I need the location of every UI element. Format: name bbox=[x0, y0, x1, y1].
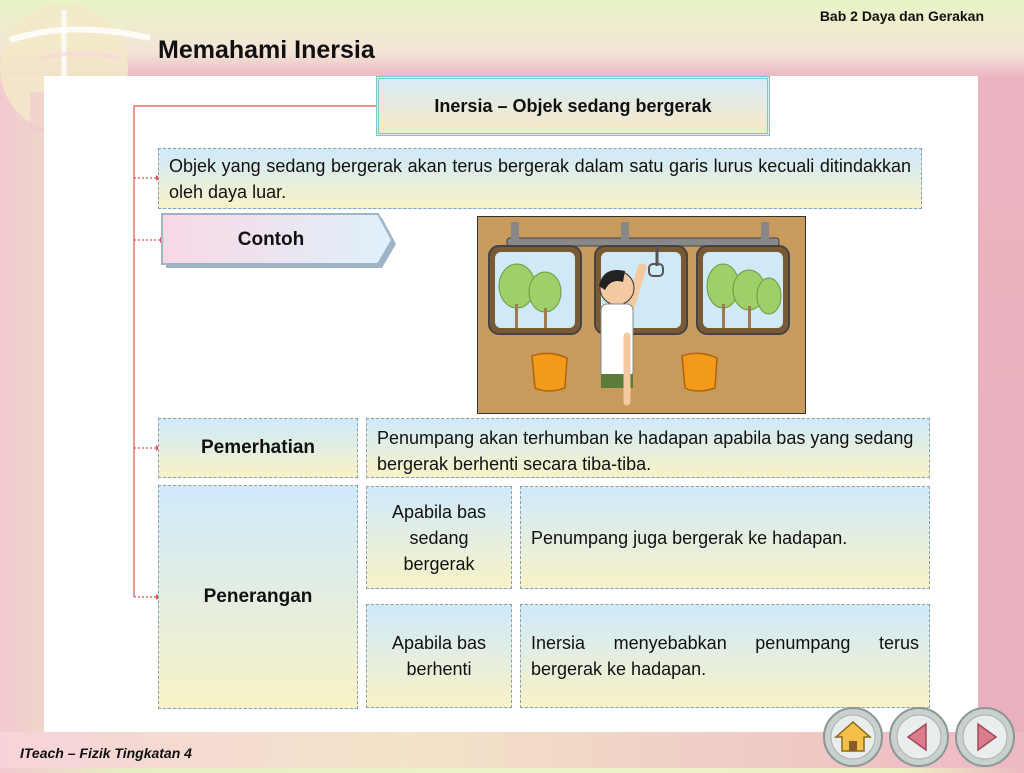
home-icon bbox=[822, 706, 884, 768]
back-arrow-icon bbox=[888, 706, 950, 768]
page-title: Memahami Inersia bbox=[158, 36, 375, 64]
chapter-label: Bab 2 Daya dan Gerakan bbox=[819, 8, 984, 24]
explanation-stopped-text: Inersia menyebabkan penumpang terus bergerak ke hadapan. bbox=[531, 633, 919, 679]
definition-box: Objek yang sedang bergerak akan terus bergerak dalam satu garis lurus kecuali ditindakkan oleh daya luar. bbox=[158, 148, 922, 209]
right-strip bbox=[978, 76, 1024, 732]
condition-moving: Apabila bas sedang bergerak bbox=[366, 486, 512, 589]
topic-box: Inersia – Objek sedang bergerak bbox=[376, 76, 770, 136]
home-button[interactable] bbox=[822, 706, 884, 768]
back-button[interactable] bbox=[888, 706, 950, 768]
next-button[interactable] bbox=[954, 706, 1016, 768]
explanation-moving-text: Penumpang juga bergerak ke hadapan. bbox=[531, 527, 848, 548]
footer-label: ITeach – Fizik Tingkatan 4 bbox=[20, 745, 192, 761]
observation-label: Pemerhatian bbox=[158, 418, 358, 478]
example-label: Contoh bbox=[237, 229, 305, 250]
explanation-stopped bbox=[520, 604, 930, 708]
condition-stopped: Apabila bas berhenti bbox=[366, 604, 512, 708]
observation-text: Penumpang akan terhumban ke hadapan apabila bas yang sedang bergerak berhenti secara tiba-tiba. bbox=[366, 418, 930, 478]
bus-illustration bbox=[477, 216, 806, 414]
explanation-moving bbox=[520, 486, 930, 589]
explanation-label: Penerangan bbox=[158, 485, 358, 709]
next-arrow-icon bbox=[954, 706, 1016, 768]
